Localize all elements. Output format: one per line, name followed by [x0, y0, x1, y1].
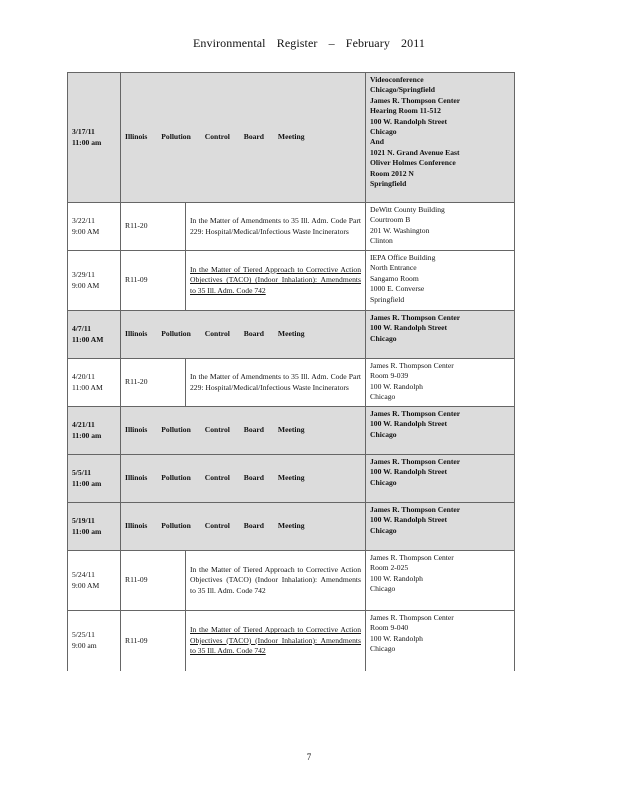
location-line: 100 W. Randolph Street: [370, 467, 448, 477]
hearing-row: [68, 551, 515, 611]
matter-title: In the Matter of Tiered Approach to Corrective Action Objectives (TACO) (Indoor Inhalation): Amendments to 35 Ill. Adm. Code 742: [186, 611, 366, 671]
meeting-time: 11:00 am: [72, 137, 102, 147]
location-cell: [366, 611, 515, 671]
date-time-cell: [68, 359, 121, 407]
meeting-time: 11:00 AM: [72, 334, 104, 344]
docket-number: R11-09: [121, 551, 186, 611]
date-time-cell: [68, 203, 121, 251]
location-line: Chicago: [370, 525, 397, 535]
date-time-cell: [68, 503, 121, 551]
location-line: 100 W. Randolph: [370, 633, 423, 643]
hearing-row: [68, 611, 515, 671]
location-line: James R. Thompson Center: [370, 361, 454, 370]
hearing-date: 5/24/11: [72, 570, 95, 580]
hearing-time: 9:00 am: [72, 640, 97, 650]
hearing-date: 3/22/11: [72, 216, 95, 226]
date-time-cell: [68, 551, 121, 611]
location-line: Chicago: [370, 644, 396, 654]
meeting-date: 3/17/11: [72, 127, 95, 137]
location-cell: [366, 503, 515, 551]
location-cell: [366, 311, 515, 359]
date-time-cell: [68, 73, 121, 203]
location-line: James R. Thompson Center: [370, 313, 461, 322]
location-line: James R. Thompson Center: [370, 613, 454, 622]
location-line: 100 W. Randolph Street: [370, 419, 448, 429]
location-line: Chicago: [370, 333, 397, 343]
hearing-time: 9:00 AM: [72, 280, 100, 290]
location-line: Room 9-039: [370, 371, 409, 381]
meeting-event: Illinois Pollution Control Board Meeting: [121, 73, 366, 203]
location-line: Chicago: [370, 477, 397, 487]
location-line: James R. Thompson Center: [370, 505, 461, 514]
location-line: James R. Thompson Center: [370, 553, 454, 562]
location-line: Sangamo Room: [370, 273, 419, 283]
location-line: 100 W. Randolph Street: [370, 515, 448, 525]
board-meeting-row: [68, 407, 515, 455]
location-line: DeWitt County Building: [370, 205, 445, 214]
docket-number: R11-09: [121, 251, 186, 311]
page-header: Environmental Register – February 2011: [193, 36, 425, 50]
location-line: 100 W. Randolph Street: [370, 116, 448, 126]
location-line: Chicago: [370, 429, 397, 439]
location-line: 201 W. Washington: [370, 225, 430, 235]
location-cell: [366, 203, 515, 251]
location-cell: [366, 407, 515, 455]
hearing-date: 3/29/11: [72, 270, 95, 280]
location-line: Chicago: [370, 584, 396, 594]
location-cell: [366, 455, 515, 503]
hearing-date: 5/25/11: [72, 630, 95, 640]
location-line: 100 W. Randolph: [370, 381, 423, 391]
location-line: Springfield: [370, 294, 405, 304]
board-meeting-row: [68, 503, 515, 551]
location-line: And: [370, 137, 384, 147]
location-line: Room 2012 N: [370, 168, 414, 178]
docket-number: R11-09: [121, 611, 186, 671]
location-line: Videoconference: [370, 75, 424, 84]
date-time-cell: [68, 455, 121, 503]
location-cell: [366, 359, 515, 407]
hearing-row: [68, 251, 515, 311]
meeting-event: Illinois Pollution Control Board Meeting: [121, 311, 366, 359]
date-time-cell: [68, 611, 121, 671]
location-line: IEPA Office Building: [370, 253, 436, 262]
date-time-cell: [68, 311, 121, 359]
location-line: Hearing Room 11-512: [370, 106, 441, 116]
meeting-date: 4/21/11: [72, 420, 95, 430]
meeting-event: Illinois Pollution Control Board Meeting: [121, 503, 366, 551]
matter-title: In the Matter of Tiered Approach to Corrective Action Objectives (TACO) (Indoor Inhalation): Amendments to 35 Ill. Adm. Code 742: [186, 551, 366, 611]
location-line: Courtroom B: [370, 215, 411, 225]
matter-title: In the Matter of Amendments to 35 Ill. Adm. Code Part 229: Hospital/Medical/Infectious Waste Incinerators: [186, 359, 366, 407]
docket-number: R11-20: [121, 359, 186, 407]
location-line: Chicago: [370, 127, 397, 137]
board-meeting-row: [68, 455, 515, 503]
meeting-time: 11:00 am: [72, 430, 102, 440]
hearing-time: 9:00 AM: [72, 580, 100, 590]
hearing-row: [68, 359, 515, 407]
location-line: James R. Thompson Center: [370, 457, 461, 466]
location-line: Room 2-025: [370, 563, 409, 573]
location-cell: [366, 73, 515, 203]
location-line: Chicago: [370, 392, 396, 402]
date-time-cell: [68, 251, 121, 311]
date-time-cell: [68, 407, 121, 455]
location-line: 1021 N. Grand Avenue East: [370, 147, 460, 157]
location-line: 100 W. Randolph: [370, 573, 423, 583]
meeting-date: 5/5/11: [72, 468, 91, 478]
location-line: James R. Thompson Center: [370, 409, 461, 418]
location-line: Room 9-040: [370, 623, 409, 633]
location-cell: [366, 251, 515, 311]
location-line: 1000 E. Converse: [370, 284, 425, 294]
meeting-schedule-table: [67, 72, 515, 671]
hearing-row: [68, 203, 515, 251]
meeting-event: Illinois Pollution Control Board Meeting: [121, 407, 366, 455]
hearing-time: 11:00 AM: [72, 382, 103, 392]
page-number: 7: [306, 752, 312, 762]
board-meeting-row: [68, 73, 515, 203]
location-line: Oliver Holmes Conference: [370, 158, 456, 168]
location-line: 100 W. Randolph Street: [370, 323, 448, 333]
meeting-date: 4/7/11: [72, 324, 91, 334]
location-line: James R. Thompson Center: [370, 95, 461, 105]
location-line: Springfield: [370, 179, 407, 189]
matter-title: In the Matter of Amendments to 35 Ill. Adm. Code Part 229: Hospital/Medical/Infectious Waste Incinerators: [186, 203, 366, 251]
board-meeting-row: [68, 311, 515, 359]
location-line: Chicago/Springfield: [370, 85, 435, 95]
location-line: Clinton: [370, 236, 393, 246]
matter-title: In the Matter of Tiered Approach to Corrective Action Objectives (TACO) (Indoor Inhalation): Amendments to 35 Ill. Adm. Code 742: [186, 251, 366, 311]
hearing-time: 9:00 AM: [72, 226, 100, 236]
location-line: North Entrance: [370, 263, 417, 273]
meeting-time: 11:00 am: [72, 526, 102, 536]
hearing-date: 4/20/11: [72, 372, 95, 382]
meeting-time: 11:00 am: [72, 478, 102, 488]
docket-number: R11-20: [121, 203, 186, 251]
meeting-event: Illinois Pollution Control Board Meeting: [121, 455, 366, 503]
meeting-date: 5/19/11: [72, 516, 95, 526]
location-cell: [366, 551, 515, 611]
